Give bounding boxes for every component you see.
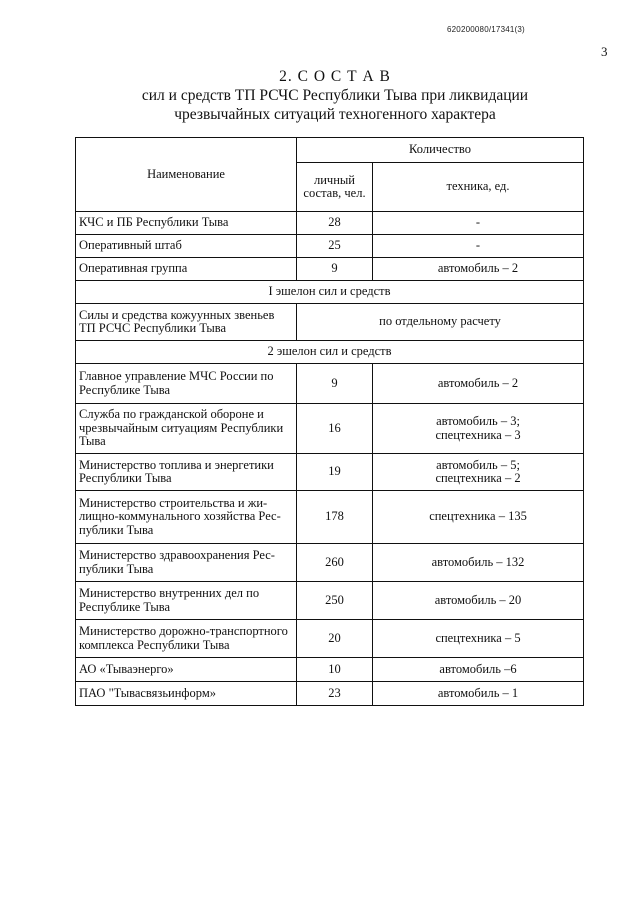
equipment-line-1: автомобиль – 3; (436, 414, 520, 428)
row-name: Служба по гражданской обороне и чрезвычайным ситуациям Республики Тыва (76, 404, 297, 454)
table-row (76, 454, 584, 491)
row-name: Оперативный штаб (76, 235, 297, 258)
row-equipment (373, 454, 584, 491)
row-personnel: 250 (297, 582, 373, 620)
row-name: ПАО "Тывасвязьинформ» (76, 682, 297, 706)
document-subtitle-line-2: чрезвычайных ситуаций техногенного характера (174, 106, 496, 123)
row-value: по отдельному расчету (297, 304, 584, 341)
row-name: АО «Тываэнерго» (76, 658, 297, 682)
table-row (76, 582, 584, 620)
row-equipment: спецтехника – 5 (373, 620, 584, 658)
table-row (76, 258, 584, 281)
table-row (76, 212, 584, 235)
row-personnel: 9 (297, 258, 373, 281)
row-personnel: 25 (297, 235, 373, 258)
table-row (76, 658, 584, 682)
row-equipment: автомобиль – 2 (373, 258, 584, 281)
table-row (76, 544, 584, 582)
row-personnel: 9 (297, 364, 373, 404)
header-name: Наименование (76, 138, 297, 212)
table-row (76, 620, 584, 658)
header-quantity: Количество (297, 138, 584, 163)
document-id: 620200080/17341(3) (447, 25, 525, 34)
row-name: Оперативная группа (76, 258, 297, 281)
row-name: Министерство дорожно-транспортного комплекса Республики Тыва (76, 620, 297, 658)
row-equipment: автомобиль – 2 (373, 364, 584, 404)
row-name: Главное управление МЧС России по Республике Тыва (76, 364, 297, 404)
table-row (76, 682, 584, 706)
row-personnel: 178 (297, 491, 373, 544)
table-row (76, 304, 584, 341)
row-name: Министерство строительства и жи-лищно-коммунального хозяйства Рес-публики Тыва (76, 491, 297, 544)
row-name: Министерство здравоохранения Рес-публики Тыва (76, 544, 297, 582)
table-row (76, 491, 584, 544)
row-equipment: - (373, 235, 584, 258)
forces-table (75, 137, 584, 706)
row-name: Министерство внутренних дел по Республике Тыва (76, 582, 297, 620)
row-personnel: 16 (297, 404, 373, 454)
row-name: Министерство топлива и энергетики Республики Тыва (76, 454, 297, 491)
row-personnel: 20 (297, 620, 373, 658)
equipment-line-2: спецтехника – 3 (435, 427, 521, 442)
table-row (76, 235, 584, 258)
row-equipment: - (373, 212, 584, 235)
echelon-1-heading: I эшелон сил и средств (76, 281, 584, 304)
row-equipment: автомобиль –6 (373, 658, 584, 682)
row-personnel: 28 (297, 212, 373, 235)
row-equipment: автомобиль – 132 (373, 544, 584, 582)
row-equipment: спецтехника – 135 (373, 491, 584, 544)
table-row (76, 364, 584, 404)
row-equipment: автомобиль – 1 (373, 682, 584, 706)
equipment-line-1: автомобиль – 5; (436, 457, 520, 472)
equipment-line-2: спецтехника – 2 (435, 471, 521, 485)
page-number: 3 (601, 44, 608, 59)
header-equipment: техника, ед. (373, 163, 584, 212)
row-name: Силы и средства кожуунных звеньев ТП РСЧС Республики Тыва (76, 304, 297, 341)
row-personnel: 23 (297, 682, 373, 706)
row-personnel: 10 (297, 658, 373, 682)
echelon-2-heading: 2 эшелон сил и средств (76, 341, 584, 364)
row-equipment: автомобиль – 20 (373, 582, 584, 620)
row-name: КЧС и ПБ Республики Тыва (76, 212, 297, 235)
row-personnel: 19 (297, 454, 373, 491)
document-subtitle-line-1: сил и средств ТП РСЧС Республики Тыва при ликвидации (141, 87, 529, 104)
row-equipment (373, 404, 584, 454)
table-row (76, 404, 584, 454)
header-personnel: личный состав, чел. (297, 163, 373, 212)
document-title: 2. С О С Т А В (279, 68, 391, 85)
row-personnel: 260 (297, 544, 373, 582)
